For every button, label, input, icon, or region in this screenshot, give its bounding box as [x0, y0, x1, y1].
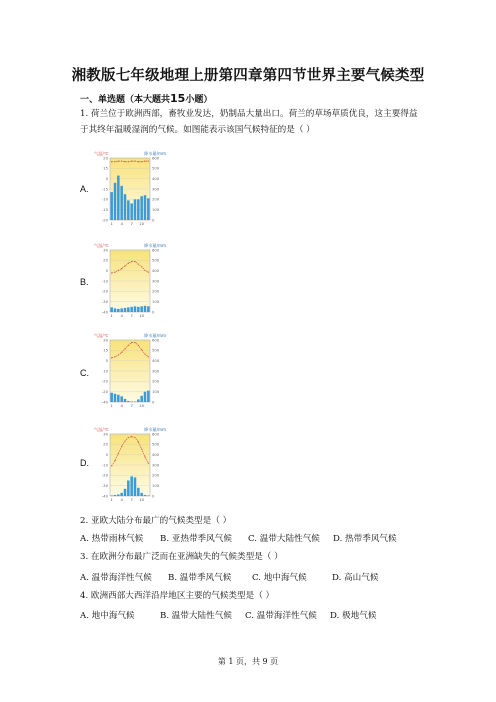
precipitation-bar	[114, 183, 117, 220]
temperature-point	[131, 342, 132, 343]
q4-option-d[interactable]: D. 极地气候	[330, 611, 377, 621]
q3-option-c[interactable]: C. 地中海气候	[252, 573, 307, 583]
q3-option-d[interactable]: D. 高山气候	[332, 573, 379, 583]
temperature-axis-label: 气温/℃	[94, 333, 109, 338]
precipitation-bar	[114, 394, 117, 402]
temperature-point	[144, 161, 145, 162]
q4-option-c[interactable]: C. 温带海洋性气候	[245, 611, 317, 621]
question-4-options	[80, 609, 376, 621]
precipitation-tick-label: 500	[152, 165, 160, 171]
precipitation-bar	[110, 192, 113, 220]
precipitation-bar	[114, 495, 117, 496]
precipitation-tick-label: 0	[152, 399, 155, 405]
precipitation-bar	[140, 493, 143, 496]
temperature-tick-label: -15	[101, 186, 108, 192]
precipitation-bar	[124, 194, 127, 220]
temperature-point	[138, 264, 139, 265]
q4-option-a[interactable]: A. 地中海气候	[80, 611, 135, 621]
question-1-line-1: 1. 荷兰位于欧洲西部，畜牧业发达，奶制品大量出口。荷兰的草场草质优良，这主要得益	[80, 109, 418, 119]
temperature-point	[118, 270, 119, 271]
question-1-line-2: 于其终年温暖湿润的气候。如图能表示该国气候特征的是（ ）	[80, 125, 315, 135]
temperature-point	[148, 161, 149, 162]
temperature-point	[131, 436, 132, 437]
precipitation-bar	[144, 306, 147, 312]
precipitation-tick-label: 500	[152, 441, 160, 447]
precipitation-tick-label: 600	[152, 337, 160, 343]
temperature-point	[131, 161, 132, 162]
month-tick-label: 4	[120, 497, 123, 502]
precipitation-tick-label: 600	[152, 155, 160, 161]
precipitation-tick-label: 100	[152, 483, 160, 489]
q3-option-b[interactable]: B. 温带季风气候	[168, 573, 232, 583]
temperature-point	[141, 161, 142, 162]
precipitation-bar	[117, 309, 120, 312]
month-tick-label: 7	[130, 403, 133, 408]
temperature-axis-label: 气温/℃	[94, 427, 109, 432]
month-tick-label: 1	[110, 221, 113, 226]
temperature-point	[144, 456, 145, 457]
temperature-tick-label: -30	[101, 483, 108, 489]
temperature-point	[114, 356, 115, 357]
precipitation-tick-label: 300	[152, 186, 160, 192]
q2-option-a[interactable]: A. 热带雨林气候	[80, 534, 144, 544]
temperature-point	[148, 272, 149, 273]
q2-option-d[interactable]: D. 热带季风气候	[333, 534, 397, 544]
temperature-point	[134, 342, 135, 343]
precipitation-bar	[134, 306, 137, 312]
temperature-point	[148, 463, 149, 464]
precipitation-bar	[130, 307, 133, 312]
temperature-tick-label: -40	[101, 493, 108, 499]
temperature-point	[134, 437, 135, 438]
q2-option-c[interactable]: C. 温带大陆性气候	[248, 534, 320, 544]
option-c-letter[interactable]: C.	[80, 368, 89, 378]
temperature-point	[148, 356, 149, 357]
month-tick-label: 10	[139, 313, 145, 318]
precipitation-tick-label: 500	[152, 257, 160, 263]
temperature-point	[111, 465, 112, 466]
temperature-point	[118, 354, 119, 355]
temperature-tick-label: -20	[101, 288, 108, 294]
precipitation-bar	[137, 399, 140, 402]
temperature-point	[128, 263, 129, 264]
precipitation-bar	[127, 200, 130, 220]
option-a-letter[interactable]: A.	[80, 184, 89, 194]
precipitation-bar	[137, 199, 140, 220]
precipitation-bar	[117, 176, 120, 220]
precipitation-bar	[137, 488, 140, 496]
temperature-point	[121, 161, 122, 162]
temperature-tick-label: 30	[103, 431, 108, 437]
temperature-point	[144, 270, 145, 271]
q4-option-b[interactable]: B. 温带大陆性气候	[160, 611, 232, 621]
temperature-tick-label: 30	[103, 247, 108, 253]
precipitation-bar	[124, 399, 127, 402]
temperature-tick-label: 20	[103, 257, 108, 263]
precipitation-axis-label: 降水量/mm	[144, 151, 167, 156]
chart-svg	[90, 330, 170, 414]
month-tick-label: 4	[120, 313, 123, 318]
temperature-point	[128, 161, 129, 162]
temperature-point	[121, 446, 122, 447]
month-tick-label: 7	[130, 497, 133, 502]
temperature-point	[118, 453, 119, 454]
precipitation-bar	[117, 395, 120, 402]
q3-option-a[interactable]: A. 温带海洋性气候	[80, 573, 152, 583]
climate-chart-d	[90, 424, 170, 508]
precipitation-tick-label: 300	[152, 278, 160, 284]
precipitation-tick-label: 400	[152, 176, 160, 182]
temperature-tick-label: -40	[101, 399, 108, 405]
precipitation-tick-label: 200	[152, 472, 160, 478]
precipitation-bar	[124, 489, 127, 496]
precipitation-tick-label: 600	[152, 247, 160, 253]
temperature-tick-label: -40	[101, 309, 108, 315]
month-tick-label: 1	[110, 313, 113, 318]
precipitation-bar	[124, 308, 127, 312]
chart-svg	[90, 424, 170, 508]
precipitation-bar	[130, 401, 133, 402]
temperature-tick-label: -10	[101, 278, 108, 284]
option-b-letter[interactable]: B.	[80, 277, 89, 287]
section-suffix: 小题）	[185, 95, 213, 105]
q2-option-b[interactable]: B. 亚热带季风气候	[160, 534, 232, 544]
precipitation-tick-label: 500	[152, 347, 160, 353]
chart-svg	[90, 148, 170, 232]
precipitation-tick-label: 300	[152, 368, 160, 374]
temperature-axis-label: 气温/℃	[94, 151, 109, 156]
question-2-options	[80, 532, 397, 544]
section-heading	[80, 92, 212, 105]
precipitation-bar	[120, 186, 123, 220]
precipitation-bar	[140, 306, 143, 312]
precipitation-bar	[127, 307, 130, 312]
temperature-point	[134, 261, 135, 262]
precipitation-bar	[144, 495, 147, 496]
month-tick-label: 4	[120, 403, 123, 408]
precipitation-tick-label: 0	[152, 309, 155, 315]
month-tick-label: 1	[110, 497, 113, 502]
climate-chart-a	[90, 148, 170, 232]
precipitation-bar	[120, 396, 123, 402]
precipitation-bar	[130, 476, 133, 496]
question-2-stem: 2. 亚欧大陆分布最广的气候类型是（ ）	[80, 516, 232, 526]
temperature-point	[111, 357, 112, 358]
temperature-point	[141, 266, 142, 267]
question-1	[80, 106, 420, 138]
temperature-point	[111, 161, 112, 162]
precipitation-bar	[117, 494, 120, 496]
temperature-tick-label: 15	[103, 165, 108, 171]
precipitation-bar	[120, 308, 123, 312]
temperature-tick-label: -10	[101, 462, 108, 468]
precipitation-bar	[147, 306, 150, 312]
temperature-point	[114, 161, 115, 162]
climate-chart-b	[90, 240, 170, 324]
temperature-tick-label: 15	[103, 347, 108, 353]
temperature-point	[138, 441, 139, 442]
temperature-point	[134, 161, 135, 162]
temperature-point	[138, 345, 139, 346]
temperature-point	[118, 161, 119, 162]
temperature-tick-label: -20	[101, 472, 108, 478]
month-tick-label: 10	[139, 497, 145, 502]
precipitation-bar	[110, 393, 113, 402]
month-tick-label: 4	[120, 221, 123, 226]
temperature-point	[114, 460, 115, 461]
precipitation-tick-label: 300	[152, 462, 160, 468]
temperature-axis-label: 气温/℃	[94, 243, 109, 248]
precipitation-bar	[110, 307, 113, 312]
precipitation-tick-label: 100	[152, 207, 160, 213]
question-3-stem: 3. 在欧洲分布最广泛而在亚洲缺失的气候类型是（ ）	[80, 552, 283, 562]
month-tick-label: 10	[139, 403, 145, 408]
month-tick-label: 1	[110, 403, 113, 408]
precipitation-tick-label: 200	[152, 378, 160, 384]
precipitation-bar	[134, 401, 137, 402]
precipitation-tick-label: 100	[152, 389, 160, 395]
temperature-point	[124, 348, 125, 349]
temperature-tick-label: 10	[103, 368, 108, 374]
temperature-tick-label: -20	[101, 389, 108, 395]
option-d-letter[interactable]: D.	[80, 458, 89, 468]
precipitation-bar	[140, 396, 143, 402]
precipitation-bar	[140, 196, 143, 220]
temperature-tick-label: 5	[105, 358, 108, 364]
chart-svg	[90, 240, 170, 324]
precipitation-bar	[147, 495, 150, 496]
temperature-point	[128, 345, 129, 346]
temperature-tick-label: -15	[101, 207, 108, 213]
section-prefix: 一、单选题（本大题共	[80, 95, 171, 105]
precipitation-tick-label: 600	[152, 431, 160, 437]
precipitation-tick-label: 200	[152, 288, 160, 294]
temperature-point	[114, 272, 115, 273]
document-title: 湘教版七年级地理上册第四章第四节世界主要气候类型	[71, 68, 425, 84]
precipitation-tick-label: 0	[152, 493, 155, 499]
month-tick-label: 10	[139, 221, 145, 226]
temperature-point	[121, 352, 122, 353]
month-tick-label: 7	[130, 313, 133, 318]
precipitation-bar	[127, 481, 130, 497]
temperature-point	[141, 349, 142, 350]
precipitation-bar	[147, 198, 150, 220]
temperature-tick-label: -10	[101, 196, 108, 202]
precipitation-tick-label: 400	[152, 358, 160, 364]
temperature-tick-label: 30	[103, 337, 108, 343]
temperature-tick-label: -20	[101, 378, 108, 384]
section-count: 15	[170, 92, 186, 105]
precipitation-tick-label: 400	[152, 452, 160, 458]
precipitation-axis-label: 降水量/mm	[144, 333, 167, 338]
temperature-tick-label: -20	[101, 217, 108, 223]
precipitation-bar	[127, 401, 130, 402]
precipitation-tick-label: 100	[152, 299, 160, 305]
temperature-point	[124, 440, 125, 441]
precipitation-bar	[114, 308, 117, 312]
precipitation-bar	[130, 203, 133, 220]
temperature-point	[111, 272, 112, 273]
precipitation-bar	[120, 493, 123, 496]
temperature-tick-label: 0	[105, 176, 108, 182]
question-4-stem: 4. 欧洲西部大西洋沿岸地区主要的气候类型是（ ）	[80, 591, 275, 601]
precipitation-bar	[147, 391, 150, 402]
precipitation-bar	[134, 199, 137, 220]
precipitation-bar	[110, 495, 113, 496]
month-tick-label: 7	[130, 221, 133, 226]
precipitation-bar	[134, 477, 137, 496]
temperature-tick-label: 20	[103, 441, 108, 447]
precipitation-bar	[144, 392, 147, 402]
precipitation-axis-label: 降水量/mm	[144, 427, 167, 432]
precipitation-tick-label: 200	[152, 196, 160, 202]
temperature-point	[131, 261, 132, 262]
temperature-point	[138, 161, 139, 162]
temperature-tick-label: 0	[105, 452, 108, 458]
page-footer: 第 1 页，共 9 页	[217, 657, 279, 666]
temperature-tick-label: 20	[103, 155, 108, 161]
temperature-tick-label: 0	[105, 268, 108, 274]
temperature-point	[141, 448, 142, 449]
precipitation-axis-label: 降水量/mm	[144, 243, 167, 248]
precipitation-bar	[144, 195, 147, 220]
temperature-point	[121, 268, 122, 269]
precipitation-tick-label: 400	[152, 268, 160, 274]
precipitation-tick-label: 0	[152, 217, 155, 223]
temperature-point	[128, 437, 129, 438]
temperature-point	[144, 354, 145, 355]
temperature-point	[124, 161, 125, 162]
temperature-point	[124, 265, 125, 266]
temperature-tick-label: -30	[101, 299, 108, 305]
question-3-options	[80, 571, 378, 583]
precipitation-bar	[137, 307, 140, 312]
climate-chart-c	[90, 330, 170, 414]
